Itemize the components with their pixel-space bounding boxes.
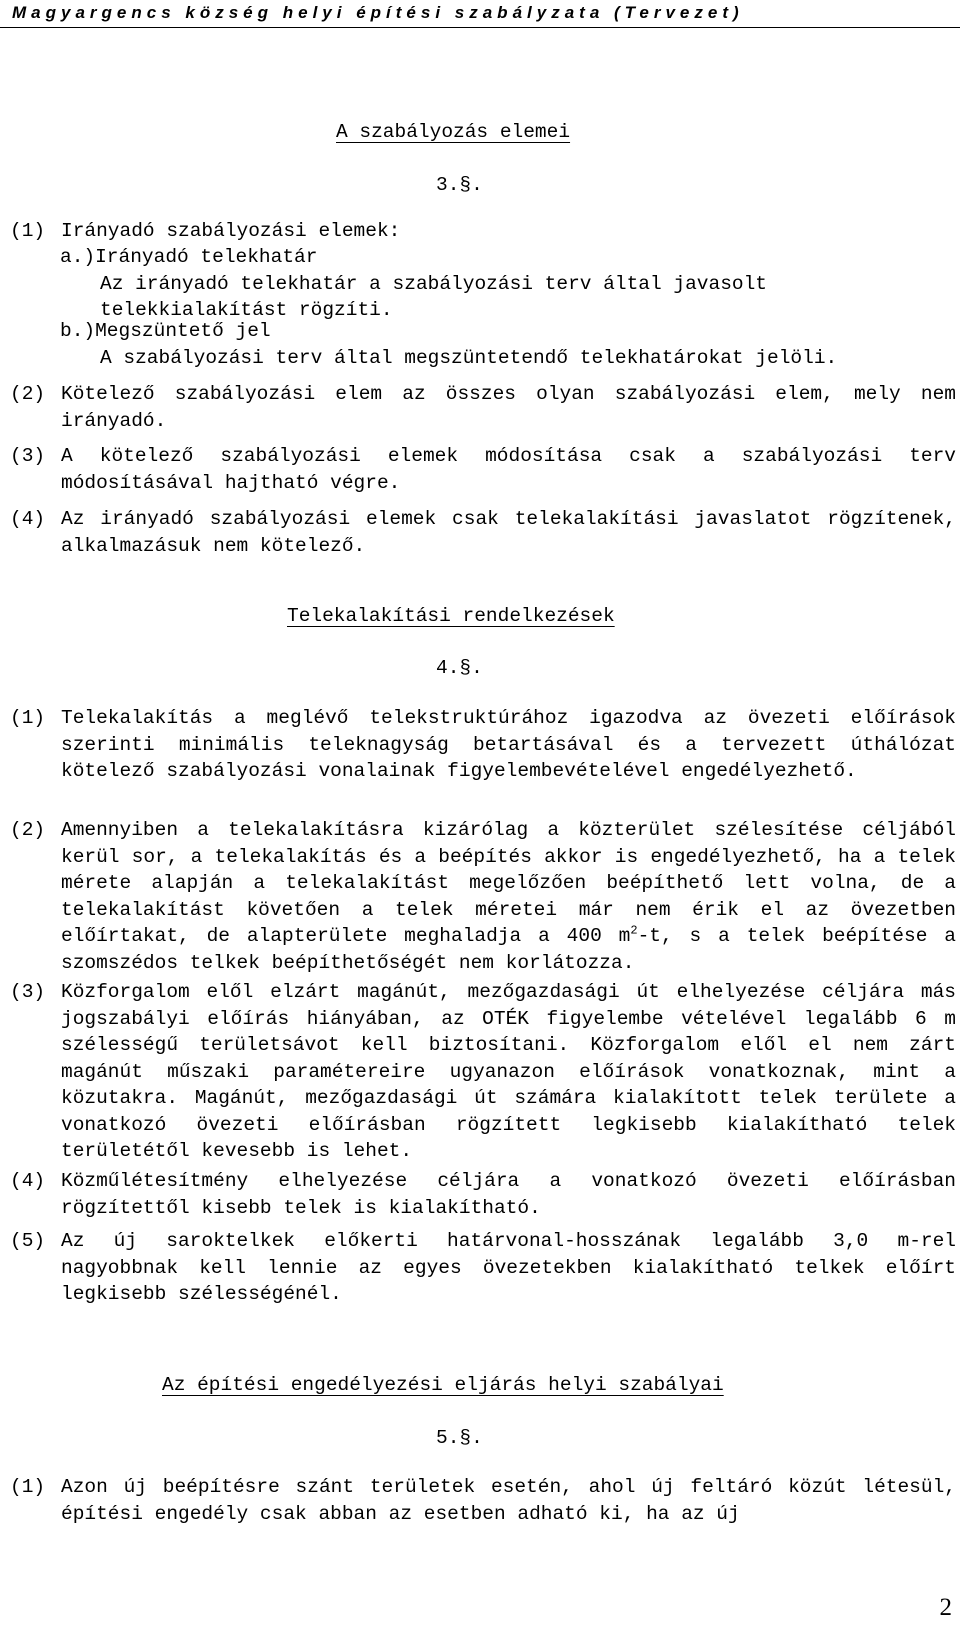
section-title-3: A szabályozás elemei — [336, 121, 571, 143]
section-number-4: 4.§. — [436, 657, 483, 679]
page-header: Magyargencs község helyi építési szabályzata (Tervezet) — [0, 0, 960, 28]
subitem-text: A szabályozási terv által megszüntetendő telekhatárokat jelöli. — [100, 346, 838, 369]
paragraph-text: Az új saroktelkek előkerti határvonal-hosszának legalább 3,0 m-rel nagyobbnak kell lennie az egyes övezetekben kialakítható telkek előírt legkisebb szélességénél. — [61, 1230, 956, 1305]
paragraph-text-a: Amennyiben a telekalakításra kizárólag a közterület szélesítése céljából kerül sor, a telekalakítás és a beépítés akkor is engedélyezhető, ha a telek mérete alapján a telekalakítást megelőzően beépíthető lett volna, de a telekalakítást követően a telek méretei már nem érik el az övezetben előírtakat, de alapterülete meghaladja a 400 m — [61, 819, 956, 947]
paragraph-4-3 — [10, 979, 956, 1165]
paragraph-number: (3) — [10, 445, 46, 467]
section-number-3: 3.§. — [436, 174, 483, 196]
paragraph-number: (3) — [10, 981, 46, 1003]
paragraph-text-b: -t, s a telek beépítése a szomszédos telkek beépíthetőségét nem korlátozza. — [61, 925, 956, 974]
subitem-3-b — [60, 318, 956, 371]
paragraph-4-4 — [10, 1168, 956, 1221]
paragraph-number: (2) — [10, 383, 46, 405]
page-number: 2 — [939, 1594, 952, 1621]
subitem-label: a.)Irányadó telekhatár — [60, 246, 318, 268]
paragraph-4-2 — [10, 817, 956, 976]
paragraph-number: (4) — [10, 508, 46, 530]
paragraph-text: Irányadó szabályozási elemek: — [61, 220, 401, 242]
paragraph-3-1 — [10, 218, 956, 245]
paragraph-3-3 — [10, 443, 956, 496]
paragraph-number: (5) — [10, 1230, 46, 1252]
paragraph-3-4 — [10, 506, 956, 559]
paragraph-4-5 — [10, 1228, 956, 1308]
section-number-5: 5.§. — [436, 1427, 483, 1449]
paragraph-number: (1) — [10, 1476, 46, 1498]
paragraph-text: Az irányadó szabályozási elemek csak telekalakítási javaslatot rögzítenek, alkalmazásuk nem kötelező. — [61, 508, 956, 557]
paragraph-number: (1) — [10, 707, 46, 729]
paragraph-text — [61, 817, 956, 976]
subitem-3-a — [60, 244, 956, 324]
paragraph-4-1 — [10, 705, 956, 785]
paragraph-text: Közforgalom elől elzárt magánút, mezőgazdasági út elhelyezése céljára más jogszabályi előírás hiányában, az OTÉK figyelembe vételével legalább 6 m szélességű területsávot kell biztosítani. Közforgalom elől el nem zárt magánút műszaki paramétereire ugyanazon előírások vonatkoznak, mint a közutakra. Magánút, mezőgazdasági út számára kialakított telek területe a vonatkozó övezeti előírásban rögzített legkisebb kialakítható telek területétől kevesebb is lehet. — [61, 981, 956, 1162]
paragraph-number: (1) — [10, 220, 46, 242]
superscript: 2 — [630, 923, 638, 938]
paragraph-number: (2) — [10, 819, 46, 841]
paragraph-text: A kötelező szabályozási elemek módosítása csak a szabályozási terv módosításával hajtható végre. — [61, 445, 956, 494]
subitem-text: Az irányadó telekhatár a szabályozási terv által javasolt telekkialakítást rögzíti. — [100, 272, 768, 321]
paragraph-text: Telekalakítás a meglévő telekstruktúrához igazodva az övezeti előírások szerinti minimális teleknagyság betartásával és a tervezett úthálózat kötelező szabályozási vonalainak figyelembevételével engedélyezhető. — [61, 707, 956, 782]
section-title-5: Az építési engedélyezési eljárás helyi szabályai — [162, 1374, 724, 1396]
paragraph-text: Azon új beépítésre szánt területek esetén, ahol új feltáró közút létesül, építési engedély csak abban az esetben adható ki, ha az új — [61, 1476, 956, 1525]
paragraph-text: Közműlétesítmény elhelyezése céljára a vonatkozó övezeti előírásban rögzítettől kisebb telek is kialakítható. — [61, 1170, 956, 1219]
subitem-label: b.)Megszüntető jel — [60, 320, 271, 342]
paragraph-text: Kötelező szabályozási elem az összes olyan szabályozási elem, mely nem irányadó. — [61, 383, 956, 432]
section-title-4: Telekalakítási rendelkezések — [287, 605, 615, 627]
paragraph-3-2 — [10, 381, 956, 434]
paragraph-number: (4) — [10, 1170, 46, 1192]
paragraph-5-1 — [10, 1474, 956, 1527]
